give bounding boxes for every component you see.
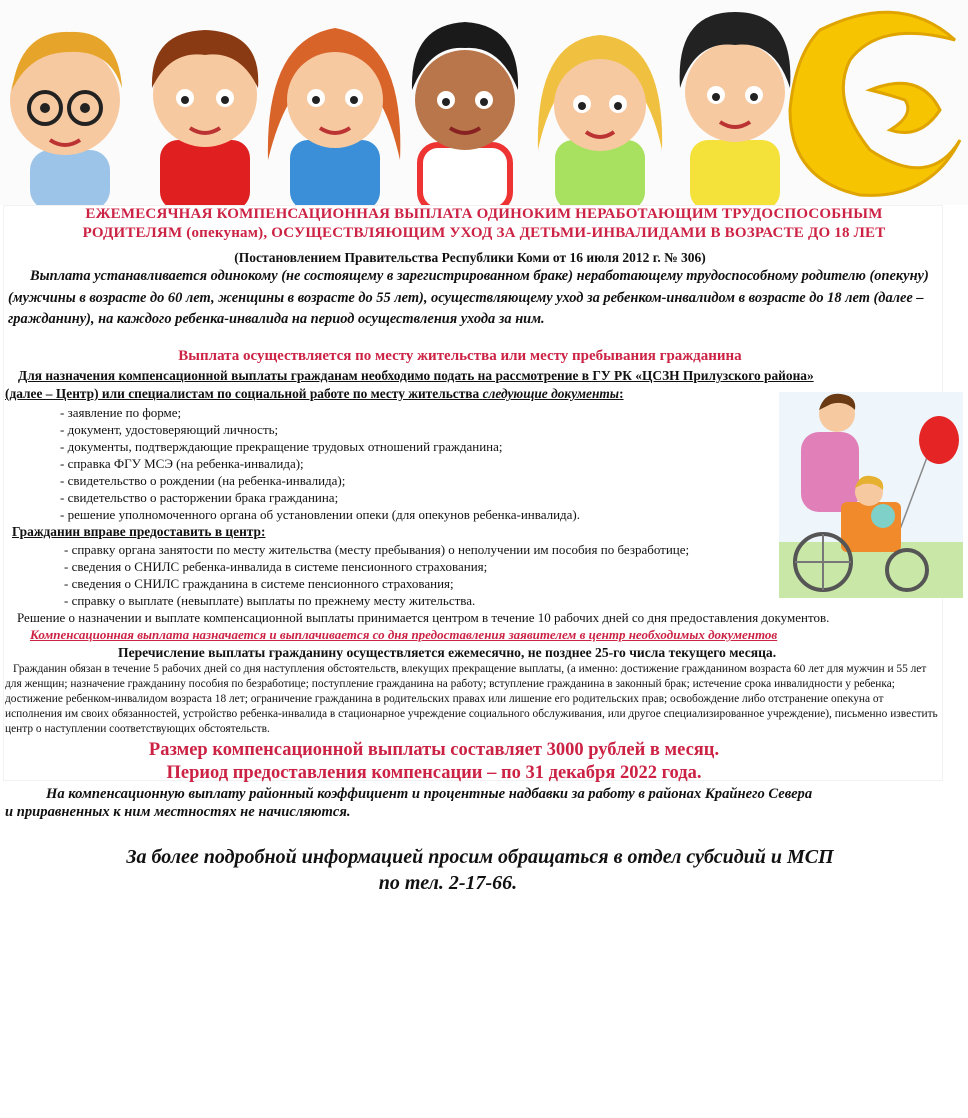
document-item: - заявление по форме; bbox=[60, 405, 182, 420]
children-illustration bbox=[0, 0, 968, 205]
contact-line-2: по тел. 2-17-66. bbox=[378, 872, 518, 894]
document-item: - документы, подтверждающие прекращение трудовых отношений гражданина; bbox=[60, 439, 503, 454]
coefficient-line-2: и приравненных к ним местностях не начисляются. bbox=[5, 804, 351, 820]
intro-paragraph: Выплата устанавливается одинокому (не состоящему в зарегистрированном браке) неработающему трудоспособному родителю (опекуну) (мужчины в возрасте до 60 лет, женщины в возрасте до 55 лет), осуществляющему уход за ребенком-инвалидом в возрасте до 18 лет (далее – гражданину), на каждого ребенка-инвалида на период осуществления ухода за ним. bbox=[8, 268, 929, 327]
contact-line-1: За более подробной информацией просим обращаться в отдел субсидий и МСП bbox=[126, 846, 834, 868]
decree-reference: (Постановлением Правительства Республики Коми от 16 июля 2012 г. № 306) bbox=[234, 250, 706, 265]
optional-item: - сведения о СНИЛС гражданина в системе пенсионного страхования; bbox=[64, 576, 454, 591]
document-item: - документ, удостоверяющий личность; bbox=[60, 422, 279, 437]
wheelchair-image bbox=[779, 392, 963, 598]
optional-heading: Гражданин вправе предоставить в центр: bbox=[12, 524, 266, 539]
assigned-text: Компенсационная выплата назначается и выплачивается со дня предоставления заявителем в центр необходимых документов bbox=[30, 627, 778, 642]
title-line-1: ЕЖЕМЕСЯЧНАЯ КОМПЕНСАЦИОННАЯ ВЫПЛАТА ОДИНОКИМ НЕРАБОТАЮЩИМ ТРУДОСПОСОБНЫМ bbox=[85, 206, 883, 222]
document-item: - решение уполномоченного органа об установлении опеки (для опекунов ребенка-инвалида). bbox=[60, 507, 580, 522]
document-item: - свидетельство о расторжении брака гражданина; bbox=[60, 490, 339, 505]
child-red-shirt-boy bbox=[152, 30, 258, 205]
document-item: - свидетельство о рождении (на ребенка-инвалида); bbox=[60, 473, 346, 488]
optional-item: - справку о выплате (невыплате) выплаты по прежнему месту жительства. bbox=[64, 593, 476, 608]
documents-heading-text: (далее – Центр) или специалистам по социальной работе по месту жительства bbox=[5, 386, 483, 401]
documents-heading-line-1: Для назначения компенсационной выплаты гражданам необходимо подать на рассмотрение в ГУ РК «ЦСЗН Прилузского района» bbox=[18, 368, 814, 383]
wheelchair-illustration bbox=[779, 392, 963, 598]
optional-item: - сведения о СНИЛС ребенка-инвалида в системе пенсионного страхования; bbox=[64, 559, 488, 574]
golden-logo bbox=[790, 12, 960, 195]
transfer-text: Перечисление выплаты гражданину осуществляется ежемесячно, не позднее 25-го числа текущего месяца. bbox=[118, 645, 777, 660]
children-banner bbox=[0, 0, 968, 205]
child-glasses-boy bbox=[10, 32, 122, 205]
child-curly-boy bbox=[412, 22, 518, 205]
period-text: Период предоставления компенсации – по 31 декабря 2022 года. bbox=[166, 763, 702, 783]
child-girl-blue-dress bbox=[268, 28, 400, 205]
child-blonde-girl bbox=[538, 35, 662, 205]
documents-heading-line-2 bbox=[5, 386, 624, 402]
residence-heading: Выплата осуществляется по месту жительства или месту пребывания гражданина bbox=[178, 348, 742, 364]
decision-text: Решение о назначении и выплате компенсационной выплаты принимается центром в течение 10 рабочих дней со дня предоставления документов. bbox=[17, 610, 830, 625]
document-item: - справка ФГУ МСЭ (на ребенка-инвалида); bbox=[60, 456, 304, 471]
child-yellow-shirt-boy bbox=[680, 12, 791, 205]
optional-item: - справку органа занятости по месту жительства (месту пребывания) о неполучении им пособия по безработице; bbox=[64, 542, 690, 557]
coefficient-line-1: На компенсационную выплату районный коэффициент и процентные надбавки за работу в районах Крайнего Севера bbox=[46, 786, 813, 802]
documents-heading-colon: : bbox=[619, 386, 624, 401]
documents-heading-suffix: следующие документы bbox=[482, 386, 620, 401]
title-line-2: РОДИТЕЛЯМ (опекунам), ОСУЩЕСТВЛЯЮЩИМ УХОД ЗА ДЕТЬМИ-ИНВАЛИДАМИ В ВОЗРАСТЕ ДО 18 ЛЕТ bbox=[82, 225, 886, 241]
amount-text: Размер компенсационной выплаты составляет 3000 рублей в месяц. bbox=[148, 740, 720, 760]
obligation-text: Гражданин обязан в течение 5 рабочих дней со дня наступления обстоятельств, влекущих прекращение выплаты, (а именно: достижение гражданином возраста 60 лет для мужчин и 55 лет для женщин; назначение гражданину пособия по безработице; поступление гражданина на работу; вступление гражданина в законный брак; истечение срока инвалидности у ребенка; достижение ребенком-инвалидом возраста 18 лет; ограничение гражданина в родительских правах или лишение его родительских прав; освобождение либо отстранение опекуна от исполнения им своих обязанностей, устройство ребенка-инвалида в стационарное учреждение социального обслуживания, или другое специализированное учреждение), письменно известить центр о наступлении соответствующих обстоятельств. bbox=[5, 663, 938, 735]
